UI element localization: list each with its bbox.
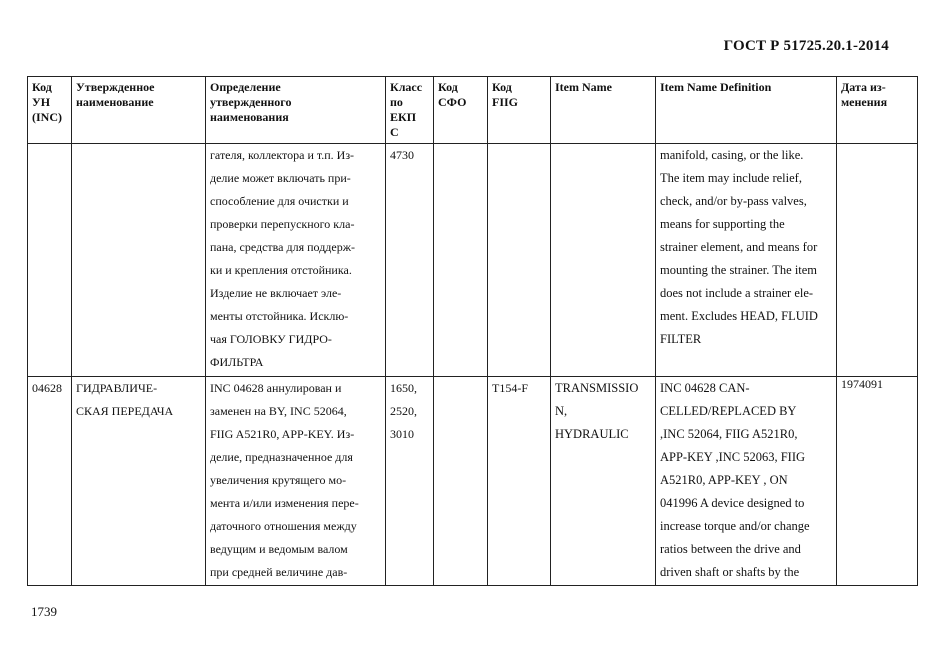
table-header-row	[28, 77, 918, 144]
cell-text-line: 3010	[390, 427, 414, 441]
table-row	[28, 377, 918, 586]
cell-approved-name	[72, 144, 206, 377]
cell-text-line: увеличения крутящего мо-	[210, 473, 347, 487]
cell-text-line: ment. Excludes HEAD, FLUID	[660, 309, 818, 323]
cell-text-line: ГИДРАВЛИЧЕ-	[76, 381, 158, 395]
cell-text-line: FILTER	[660, 332, 702, 346]
cell-text-line: ведущим и ведомым валом	[210, 542, 348, 556]
cell-text-line: мента и/или изменения пере-	[210, 496, 359, 510]
cell-text-line: driven shaft or shafts by the	[660, 565, 800, 579]
header-line: по	[390, 95, 403, 109]
cell-text-line: ,INC 52064, FIIG A521R0,	[660, 427, 798, 441]
cell-text-line: The item may include relief,	[660, 171, 802, 185]
cell-text-line: при средней величине дав-	[210, 565, 348, 579]
header-line: Код	[32, 80, 52, 94]
header-line: наименование	[76, 95, 154, 109]
table-row	[28, 144, 918, 377]
cell-text-line: TRANSMISSIO	[555, 381, 639, 395]
cell-text-line: 1650,	[390, 381, 417, 395]
header-line: утвержденного	[210, 95, 292, 109]
cell-text-line: APP-KEY ,INC 52063, FIIG	[660, 450, 806, 464]
cell-approved-name	[72, 377, 206, 586]
cell-text-line: INC 04628 аннулирован и	[210, 381, 342, 395]
header-line: ЕКП	[390, 110, 417, 124]
cell-text-line: делие, предназначенное для	[210, 450, 353, 464]
cell-text-line: даточного отношения между	[210, 519, 357, 533]
cell-text-line: ФИЛЬТРА	[210, 355, 264, 369]
header-line: УН	[32, 95, 51, 109]
cell-text-line: способление для очистки и	[210, 194, 349, 208]
cell-text-line: ratios between the drive and	[660, 542, 801, 556]
header-line: менения	[841, 95, 888, 109]
header-line: Код	[492, 80, 512, 94]
header-line: наименования	[210, 110, 289, 124]
col-header-definition	[206, 77, 386, 144]
cell-text-line: делие может включать при-	[210, 171, 351, 185]
header-line: СФО	[438, 95, 467, 109]
cell-fiig-code	[488, 144, 551, 377]
document-standard-header: ГОСТ Р 51725.20.1-2014	[723, 38, 889, 54]
cell-text-line: FIIG A521R0, APP-KEY. Из-	[210, 427, 355, 441]
cell-text-line: HYDRAULIC	[555, 427, 629, 441]
cell-definition-ru	[206, 144, 386, 377]
header-line: Код	[438, 80, 458, 94]
header-line: Определение	[210, 80, 281, 94]
cell-item-name	[551, 144, 656, 377]
cell-text-line: increase torque and/or change	[660, 519, 810, 533]
cell-text-line: заменен на BY, INC 52064,	[210, 404, 347, 418]
cell-text-line: T154-F	[492, 381, 528, 395]
cell-change-date	[837, 377, 918, 586]
cell-text-line: 041996 A device designed to	[660, 496, 805, 510]
cell-definition-ru	[206, 377, 386, 586]
col-header-fiig-code	[488, 77, 551, 144]
col-header-class-ekps	[386, 77, 434, 144]
cell-inc	[28, 144, 72, 377]
header-line: Item Name	[555, 80, 612, 94]
cell-text-line: N,	[555, 404, 568, 418]
cell-text-line: strainer element, and means for	[660, 240, 818, 254]
cell-class-ekps	[386, 377, 434, 586]
header-line: Класс	[390, 80, 423, 94]
col-header-change-date	[837, 77, 918, 144]
cell-text-line: СКАЯ ПЕРЕДАЧА	[76, 404, 174, 418]
header-line: Дата из-	[841, 80, 886, 94]
cell-text-line: 1974091	[841, 377, 883, 391]
header-line: С	[390, 125, 399, 139]
header-line: Item Name Definition	[660, 80, 772, 94]
header-line: Утвержденное	[76, 80, 155, 94]
cell-text-line: does not include a strainer ele-	[660, 286, 814, 300]
header-line: FIIG	[492, 95, 519, 109]
cell-text-line: ки и крепления отстойника.	[210, 263, 352, 277]
cell-text-line: means for supporting the	[660, 217, 785, 231]
cell-item-definition	[656, 377, 837, 586]
col-header-approved-name	[72, 77, 206, 144]
cell-sfo-code	[434, 144, 488, 377]
cell-sfo-code	[434, 377, 488, 586]
cell-text-line: гателя, коллектора и т.п. Из-	[210, 148, 355, 162]
cell-item-definition	[656, 144, 837, 377]
cell-text-line: пана, средства для поддерж-	[210, 240, 356, 254]
col-header-item-name-definition	[656, 77, 837, 144]
cell-text-line: INC 04628 CAN-	[660, 381, 750, 395]
col-header-item-name	[551, 77, 656, 144]
col-header-inc	[28, 77, 72, 144]
cell-text-line: CELLED/REPLACED BY	[660, 404, 797, 418]
cell-inc	[28, 377, 72, 586]
cell-fiig-code	[488, 377, 551, 586]
cell-class-ekps	[386, 144, 434, 377]
page-number: 1739	[31, 604, 57, 619]
cell-text-line: чая ГОЛОВКУ ГИДРО-	[210, 332, 332, 346]
cell-text-line: 2520,	[390, 404, 417, 418]
cell-text-line: Изделие не включает эле-	[210, 286, 342, 300]
cell-text-line: 4730	[390, 148, 414, 162]
col-header-sfo-code	[434, 77, 488, 144]
cell-text-line: проверки перепускного кла-	[210, 217, 355, 231]
classification-table	[27, 76, 918, 586]
cell-text-line: A521R0, APP-KEY , ON	[660, 473, 788, 487]
cell-text-line: mounting the strainer. The item	[660, 263, 818, 277]
cell-text-line: менты отстойника. Исклю-	[210, 309, 349, 323]
cell-item-name	[551, 377, 656, 586]
cell-text-line: check, and/or by-pass valves,	[660, 194, 807, 208]
cell-text-line: 04628	[32, 381, 62, 395]
header-line: (INC)	[32, 110, 62, 124]
cell-change-date	[837, 144, 918, 377]
cell-text-line: manifold, casing, or the like.	[660, 148, 804, 162]
